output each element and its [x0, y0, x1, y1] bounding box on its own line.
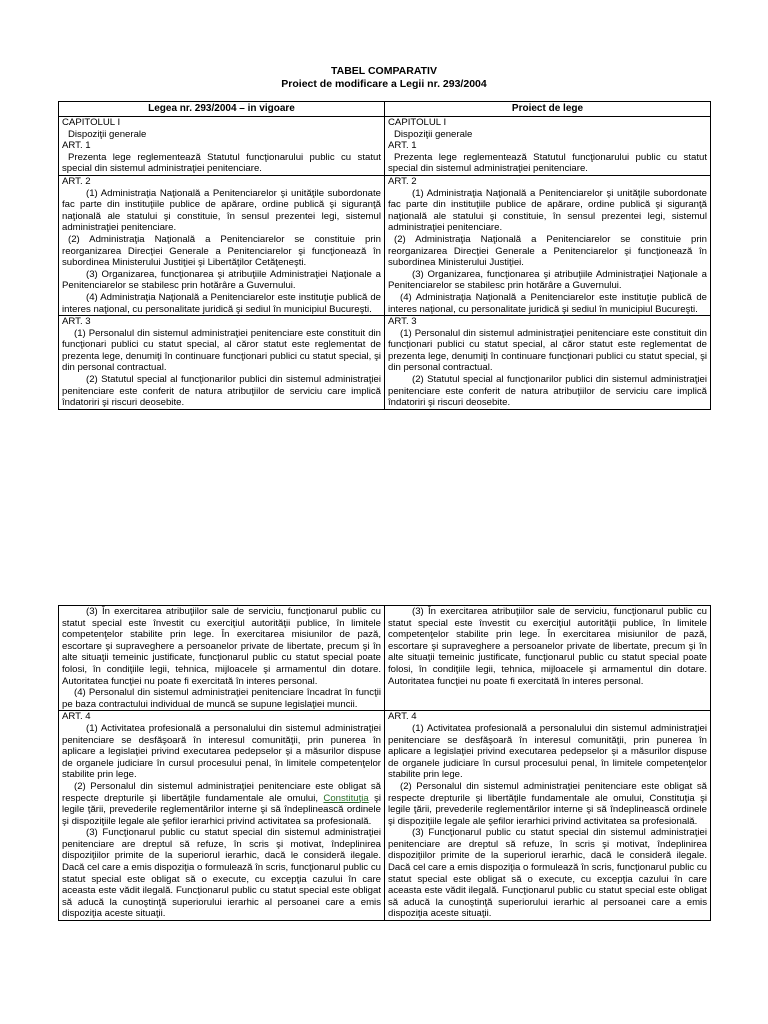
cell-current-art1 — [59, 117, 385, 176]
article-heading: ART. 4 — [388, 711, 417, 723]
table-row — [59, 316, 711, 410]
paragraph: (1) Activitatea profesională a personalului din sistemul administraţiei penitenciare se desfăşoară în interesul comunităţii, prin punerea în aplicare a legislaţiei privind executarea pedepselor şi a măsurilor dispuse de organele judiciare în cursul procesului penal, în limitele competenţelor stabilite prin lege. — [388, 722, 707, 781]
chapter-heading: CAPITOLUL I — [62, 117, 121, 128]
paragraph: (3) Organizarea, funcţionarea şi atribuţiile Administraţiei Naţionale a Penitenciarelor se stabilesc prin hotărâre a Guvernului. — [62, 268, 381, 292]
table-row — [59, 175, 711, 315]
paragraph: (1) Activitatea profesională a personalului din sistemul administraţiei penitenciare se desfăşoară în interesul comunităţii, prin punerea în aplicare a legislaţiei privind executarea pedepselor şi a măsurilor dispuse de organele judiciare în cursul procesului penal, în limitele competenţelor stabilite prin lege. — [62, 722, 381, 781]
paragraph-text: şi legile ţării, prevederile reglementărilor interne şi să îndeplinească ordinele şi dispoziţiile legale ale şefilor ierarhici privind activitatea sa profesională. — [62, 792, 382, 827]
paragraph: (1) Personalul din sistemul administraţiei penitenciare este constituit din funcţionari publici cu statut special, al căror statut este reglementat de prezenta lege, denumiţi în continuare funcţionari publici cu statut special, şi din personal contractual. — [388, 327, 707, 374]
article-heading: ART. 1 — [62, 140, 91, 152]
cell-current-art3 — [59, 316, 385, 410]
article-heading: ART. 2 — [62, 175, 91, 187]
chapter-heading: CAPITOLUL I — [388, 117, 447, 128]
paragraph: (2) Personalul din sistemul administraţiei penitenciare este obligat să respecte drepturile şi libertăţile fundamentale ale omului, Constituţia şi legile ţării, prevederile reglementărilor interne şi să îndeplinească ordinele şi dispoziţiile legale ale şefilor ierarhici privind activitatea sa profesională. — [388, 780, 707, 827]
paragraph: Prezenta lege reglementează Statutul funcţionarului public cu statut special din sistemul administraţiei penitenciare. — [388, 151, 707, 175]
comparison-table-page2 — [58, 605, 711, 921]
cell-draft-art1 — [385, 117, 711, 176]
paragraph: (1) Personalul din sistemul administraţiei penitenciare este constituit din funcţionari publici cu statut special, al căror statut este reglementat de prezenta lege, denumiţi în continuare funcţionari publici cu statut special, şi din personal contractual. — [62, 327, 381, 374]
paragraph: (4) Administraţia Naţională a Penitenciarelor este instituţie publică de interes naţional, cu personalitate juridică şi sediul în municipiul Bucureşti. — [388, 291, 707, 315]
paragraph: (3) Organizarea, funcţionarea şi atribuţiile Administraţiei Naţionale a Penitenciarelor se stabilesc prin hotărâre a Guvernului. — [388, 268, 707, 292]
paragraph: Prezenta lege reglementează Statutul funcţionarului public cu statut special din sistemul administraţiei penitenciare. — [62, 151, 381, 175]
chapter-subheading: Dispoziţii generale — [394, 128, 473, 140]
paragraph: (2) Administraţia Naţională a Penitenciarelor se constituie prin reorganizarea Direcţiei Generale a Penitenciarelor şi funcţionează în subordinea Ministerului Justiţiei. — [388, 233, 707, 269]
cell-current-art2 — [59, 175, 385, 315]
document-subtitle: Proiect de modificare a Legii nr. 293/2004 — [281, 78, 487, 90]
chapter-subheading: Dispoziţii generale — [68, 128, 147, 140]
cell-current-art3-cont — [59, 606, 385, 711]
paragraph: (4) Personalul din sistemul administraţiei penitenciare încadrat în funcţii pe baza contractului individual de muncă se supune legislaţiei muncii. — [62, 687, 381, 710]
table-row — [59, 117, 711, 176]
constitution-link[interactable]: Constituţia — [323, 792, 369, 804]
column-header-draft-law: Proiect de lege — [385, 102, 711, 117]
comparison-table-page1 — [58, 101, 711, 410]
cell-draft-art4 — [385, 711, 711, 921]
cell-draft-art2 — [385, 175, 711, 315]
paragraph: (1) Administraţia Naţională a Penitenciarelor şi unităţile subordonate fac parte din instituţiile publice de apărare, ordine publică şi siguranţă naţională ale statului şi constituie, în sensul prezentei legi, sistemul administraţiei penitenciare. — [388, 187, 707, 234]
article-heading: ART. 1 — [388, 140, 417, 152]
table-row — [59, 606, 711, 711]
paragraph: (4) Administraţia Naţională a Penitenciarelor este instituţie publică de interes naţional, cu personalitate juridică şi sediul în municipiul Bucureşti. — [62, 291, 381, 315]
paragraph: (1) Administraţia Naţională a Penitenciarelor şi unităţile subordonate fac parte din instituţiile publice de apărare, ordine publică şi siguranţă naţională ale statului şi constituie, în sensul prezentei legi, sistemul administraţiei penitenciare. — [62, 187, 381, 234]
paragraph — [62, 781, 381, 827]
paragraph: (3) Funcţionarul public cu statut special din sistemul administraţiei penitenciare are dreptul să refuze, în scris şi motivat, îndeplinirea dispoziţiilor primite de la superiorul ierarhic, dacă le consideră ilegale. Dacă cel care a emis dispoziţia o formulează în scris, funcţionarul public cu statut special este obligat să o execute, cu excepţia cazului în care aceasta este vădit ilegală. Funcţionarul public cu statut special este obligat să aducă la cunoştinţă superiorului ierarhic al persoanei care a emis dispoziţia aceste situaţii. — [388, 827, 707, 920]
cell-draft-art3-cont — [385, 606, 711, 711]
cell-draft-art3 — [385, 316, 711, 410]
article-heading: ART. 4 — [62, 711, 91, 723]
document-title: TABEL COMPARATIV — [331, 65, 437, 77]
paragraph-text: (2) Personalul din sistemul administraţiei penitenciare este obligat să respecte drepturile şi libertăţile fundamentale ale omului, — [62, 780, 381, 804]
paragraph: (2) Statutul special al funcţionarilor publici din sistemul administraţiei penitenciare este conferit de natura atribuţiilor de serviciu care implică îndatoriri şi riscuri deosebite. — [62, 374, 381, 409]
paragraph: (3) Funcţionarul public cu statut special din sistemul administraţiei penitenciare are dreptul să refuze, în scris şi motivat, îndeplinirea dispoziţiilor primite de la superiorul ierarhic, dacă le consideră ilegale. Dacă cel care a emis dispoziţia o formulează în scris, funcţionarul public cu statut special este obligat să o execute, cu excepţia cazului în care aceasta este vădit ilegală. Funcţionarul public cu statut special este obligat să aducă la cunoştinţă superiorului ierarhic al persoanei care a emis dispoziţia aceste situaţii. — [62, 827, 381, 920]
article-heading: ART. 3 — [388, 316, 417, 328]
article-heading: ART. 3 — [62, 316, 91, 328]
paragraph: (3) În exercitarea atribuţiilor sale de serviciu, funcţionarul public cu statut special este învestit cu exerciţiul autorităţii publice, în limitele competenţelor stabilite prin lege. În exercitarea misiunilor de pază, escortare şi supraveghere a persoanelor private de libertate, precum şi în alte situaţii temeinic justificate, funcţionarul public cu statut special poate folosi, în condiţiile legii, tehnica, mijloacele şi armamentul din dotare. Autoritatea funcţiei nu poate fi exercitată în interes personal. — [62, 606, 381, 687]
paragraph: (3) În exercitarea atribuţiilor sale de serviciu, funcţionarul public cu statut special este învestit cu exerciţiul autorităţii publice, în limitele competenţelor stabilite prin lege. În exercitarea misiunilor de pază, escortare şi supraveghere a persoanelor private de libertate, precum şi în alte situaţii temeinic justificate, funcţionarul public cu statut special poate folosi, în condiţiile legii, tehnica, mijloacele şi armamentul din dotare. Autoritatea funcţiei nu poate fi exercitată în interes personal. — [388, 606, 707, 687]
cell-current-art4 — [59, 711, 385, 921]
article-heading: ART. 2 — [388, 175, 417, 187]
table-header-row — [59, 102, 711, 117]
paragraph: (2) Administraţia Naţională a Penitenciarelor se constituie prin reorganizarea Direcţiei Generale a Penitenciarelor şi funcţionează în subordinea Ministerului Justiţiei şi Libertăţilor Cetăţeneşti. — [62, 233, 381, 269]
column-header-current-law: Legea nr. 293/2004 – in vigoare — [59, 102, 385, 117]
paragraph: (2) Statutul special al funcţionarilor publici din sistemul administraţiei penitenciare este conferit de natura atribuţiilor de serviciu care implică îndatoriri şi riscuri deosebite. — [388, 374, 707, 409]
table-row — [59, 711, 711, 921]
